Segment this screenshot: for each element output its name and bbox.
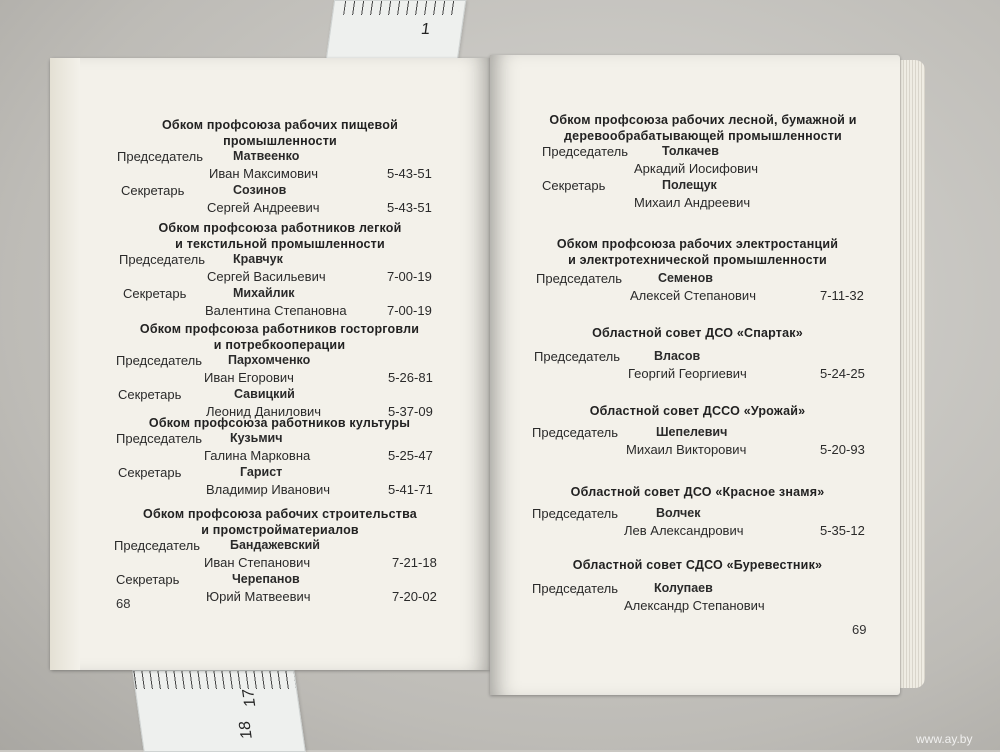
person-row bbox=[112, 353, 447, 370]
role-label: Председатель bbox=[114, 538, 201, 553]
full-name: Георгий Георгиевич bbox=[628, 366, 747, 381]
person-row bbox=[110, 555, 450, 572]
person-row bbox=[530, 523, 865, 540]
entry-title-line: Областной совет ДСО «Спартак» bbox=[592, 326, 803, 340]
full-name: Леонид Данилович bbox=[206, 404, 322, 419]
surname: Волчек bbox=[656, 506, 701, 520]
role-label: Председатель bbox=[532, 581, 619, 596]
person-row bbox=[530, 425, 865, 442]
full-name: Лев Александрович bbox=[624, 523, 744, 538]
person-row bbox=[538, 195, 868, 212]
surname: Власов bbox=[654, 349, 701, 363]
phone-number: 7-20-02 bbox=[392, 589, 437, 604]
role-label: Председатель bbox=[534, 349, 621, 364]
person-row bbox=[110, 589, 450, 606]
ruler-ticks bbox=[133, 671, 296, 689]
role-label: Секретарь bbox=[116, 572, 180, 587]
phone-number: 7-11-32 bbox=[820, 288, 864, 303]
directory-entry bbox=[115, 220, 445, 320]
directory-entry bbox=[112, 321, 447, 421]
entry-title bbox=[538, 112, 868, 144]
person-row bbox=[112, 482, 447, 499]
entry-title bbox=[530, 236, 865, 268]
ruler-bottom bbox=[132, 670, 306, 752]
person-row bbox=[112, 387, 447, 404]
phone-number: 5-35-12 bbox=[820, 523, 865, 538]
full-name: Михаил Андреевич bbox=[634, 195, 751, 210]
person-row bbox=[530, 581, 865, 598]
entry-title bbox=[112, 321, 447, 353]
entry-title bbox=[115, 220, 445, 252]
full-name: Сергей Васильевич bbox=[207, 269, 326, 284]
person-row bbox=[115, 149, 445, 166]
person-row bbox=[115, 269, 445, 286]
role-label: Секретарь bbox=[118, 387, 182, 402]
surname: Пархомченко bbox=[228, 353, 311, 367]
ruler-number: 1 bbox=[419, 21, 432, 38]
surname: Шепелевич bbox=[656, 425, 728, 439]
person-row bbox=[112, 465, 447, 482]
phone-number: 5-20-93 bbox=[820, 442, 865, 457]
person-row bbox=[530, 598, 865, 615]
entry-title-line: Обком профсоюза рабочих строительства bbox=[143, 507, 417, 521]
entry-title bbox=[530, 557, 865, 573]
surname: Колупаев bbox=[654, 581, 713, 595]
phone-number: 5-43-51 bbox=[387, 200, 432, 215]
ruler-top bbox=[326, 0, 466, 60]
full-name: Валентина Степановна bbox=[205, 303, 347, 318]
directory-entry bbox=[110, 506, 450, 606]
entry-title-line: и промстройматериалов bbox=[201, 523, 359, 537]
entry-title-line: Обком профсоюза работников госторговли bbox=[139, 322, 420, 336]
entry-title-line: и потребкооперации bbox=[213, 338, 346, 352]
phone-number: 5-24-25 bbox=[820, 366, 865, 381]
person-row bbox=[530, 442, 865, 459]
entry-title bbox=[530, 403, 865, 419]
entry-title-line: Областной совет ДСО «Красное знамя» bbox=[570, 485, 825, 499]
role-label: Председатель bbox=[542, 144, 629, 159]
entry-title bbox=[110, 506, 450, 538]
surname: Черепанов bbox=[232, 572, 300, 586]
left-page-edge bbox=[50, 58, 80, 670]
directory-entry bbox=[530, 236, 865, 305]
role-label: Председатель bbox=[116, 431, 203, 446]
surname: Созинов bbox=[233, 183, 287, 197]
entry-title-line: Обком профсоюза работников культуры bbox=[148, 416, 411, 430]
person-row bbox=[115, 286, 445, 303]
entry-title bbox=[112, 415, 447, 431]
directory-entry bbox=[530, 484, 865, 540]
full-name: Михаил Викторович bbox=[626, 442, 747, 457]
ruler-ticks bbox=[343, 1, 457, 15]
full-name: Юрий Матвеевич bbox=[206, 589, 311, 604]
surname: Матвеенко bbox=[233, 149, 300, 163]
person-row bbox=[530, 288, 865, 305]
surname: Савицкий bbox=[234, 387, 295, 401]
phone-number: 5-25-47 bbox=[388, 448, 433, 463]
person-row bbox=[530, 506, 865, 523]
full-name: Галина Марковна bbox=[204, 448, 311, 463]
surname: Кравчук bbox=[233, 252, 283, 266]
person-row bbox=[112, 431, 447, 448]
full-name: Иван Егорович bbox=[204, 370, 294, 385]
surname: Гарист bbox=[240, 465, 283, 479]
phone-number: 7-00-19 bbox=[387, 303, 432, 318]
full-name: Владимир Иванович bbox=[206, 482, 331, 497]
directory-entry bbox=[538, 112, 868, 212]
role-label: Председатель bbox=[536, 271, 623, 286]
full-name: Алексей Степанович bbox=[630, 288, 756, 303]
directory-entry bbox=[112, 415, 447, 499]
watermark: www.ay.by bbox=[916, 732, 973, 746]
role-label: Секретарь bbox=[118, 465, 182, 480]
role-label: Председатель bbox=[532, 425, 619, 440]
person-row bbox=[115, 183, 445, 200]
surname: Полещук bbox=[662, 178, 717, 192]
entry-title-line: и электротехнической промышленности bbox=[568, 253, 827, 267]
page-number-left: 68 bbox=[116, 596, 131, 611]
person-row bbox=[110, 572, 450, 589]
full-name: Александр Степанович bbox=[624, 598, 765, 613]
phone-number: 7-21-18 bbox=[392, 555, 437, 570]
person-row bbox=[115, 200, 445, 217]
phone-number: 5-43-51 bbox=[387, 166, 432, 181]
person-row bbox=[112, 370, 447, 387]
surname: Семенов bbox=[658, 271, 713, 285]
full-name: Аркадий Иосифович bbox=[634, 161, 759, 176]
entry-title-line: Областной совет ДССО «Урожай» bbox=[589, 404, 806, 418]
person-row bbox=[115, 166, 445, 183]
phone-number: 7-00-19 bbox=[387, 269, 432, 284]
surname: Кузьмич bbox=[230, 431, 283, 445]
person-row bbox=[530, 271, 865, 288]
role-label: Председатель bbox=[532, 506, 619, 521]
entry-title-line: Обком профсоюза работников легкой bbox=[158, 221, 402, 235]
person-row bbox=[538, 144, 868, 161]
directory-entry bbox=[115, 117, 445, 217]
entry-title-line: Областной совет СДСО «Буревестник» bbox=[572, 558, 823, 572]
entry-title-line: деревообрабатывающей промышленности bbox=[564, 129, 842, 143]
person-row bbox=[530, 349, 865, 366]
surname: Толкачев bbox=[662, 144, 719, 158]
phone-number: 5-26-81 bbox=[388, 370, 433, 385]
role-label: Председатель bbox=[119, 252, 206, 267]
role-label: Секретарь bbox=[121, 183, 185, 198]
person-row bbox=[112, 448, 447, 465]
role-label: Секретарь bbox=[123, 286, 187, 301]
person-row bbox=[538, 161, 868, 178]
full-name: Иван Максимович bbox=[209, 166, 319, 181]
role-label: Председатель bbox=[116, 353, 203, 368]
entry-title bbox=[530, 484, 865, 500]
role-label: Секретарь bbox=[542, 178, 606, 193]
person-row bbox=[538, 178, 868, 195]
person-row bbox=[530, 366, 865, 383]
person-row bbox=[115, 303, 445, 320]
surname: Михайлик bbox=[233, 286, 295, 300]
entry-title bbox=[530, 325, 865, 341]
person-row bbox=[115, 252, 445, 269]
entry-title-line: Обком профсоюза рабочих пищевой bbox=[162, 118, 398, 132]
directory-entry bbox=[530, 403, 865, 459]
surname: Бандажевский bbox=[230, 538, 320, 552]
page-number-right: 69 bbox=[852, 622, 867, 637]
entry-title bbox=[115, 117, 445, 149]
phone-number: 5-37-09 bbox=[388, 404, 433, 419]
directory-entry bbox=[530, 557, 865, 615]
person-row bbox=[110, 538, 450, 555]
entry-title-line: Обком профсоюза рабочих лесной, бумажной и bbox=[549, 113, 857, 127]
phone-number: 5-41-71 bbox=[388, 482, 433, 497]
entry-title-line: промышленности bbox=[223, 134, 337, 148]
role-label: Председатель bbox=[117, 149, 204, 164]
full-name: Сергей Андреевич bbox=[207, 200, 320, 215]
entry-title-line: и текстильной промышленности bbox=[175, 237, 385, 251]
full-name: Иван Степанович bbox=[204, 555, 311, 570]
directory-entry bbox=[530, 325, 865, 383]
ruler-number: 18 bbox=[236, 721, 256, 739]
entry-title-line: Обком профсоюза рабочих электростанций bbox=[556, 237, 839, 251]
ruler-number: 17 bbox=[239, 689, 260, 707]
